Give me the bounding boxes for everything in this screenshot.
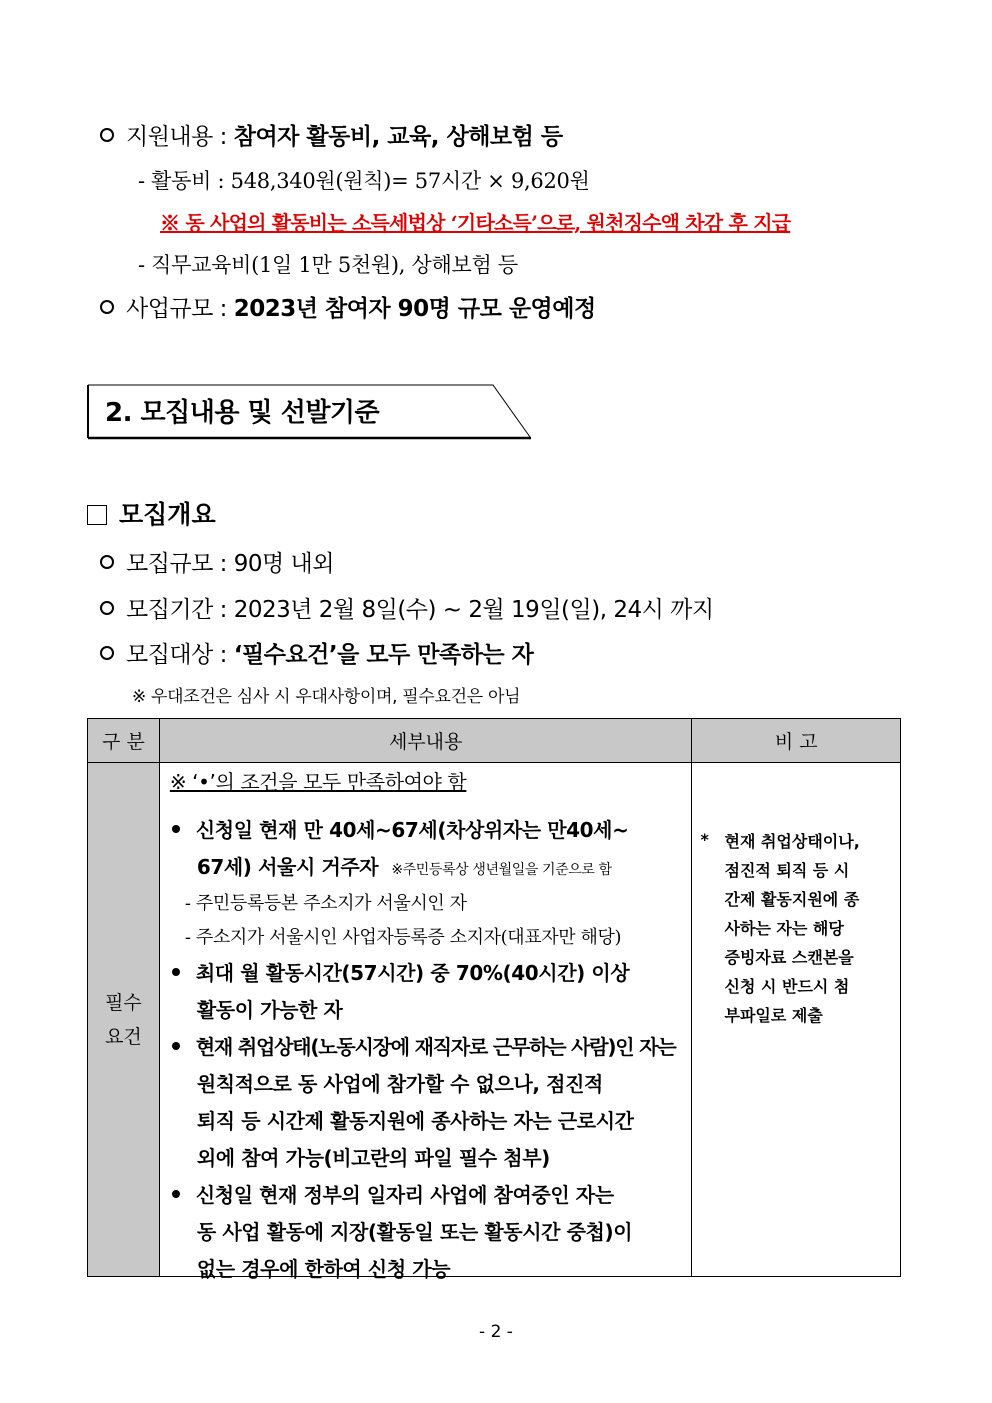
bullet-icon [172,825,180,833]
remark-line: 점진적 퇴직 등 시 [724,861,850,880]
education-line: - 직무교육비(1일 1만 5천원), 상해보험 등 [138,253,518,277]
overview-heading-text: 모집개요 [119,500,216,529]
category-cell [88,763,160,1277]
overview-item-scale [100,545,334,578]
requirements-table [87,718,901,1281]
detail-line [172,814,629,843]
detail-line [172,957,629,986]
detail-line [172,1031,676,1060]
overview-item-target [100,636,533,669]
page-number: - 2 - [479,1322,513,1342]
details-intro: ※ ‘•’의 조건을 모두 만족하여야 함 [169,770,467,794]
detail-text: 67세) 서울시 거주자 [196,855,379,879]
bullet-icon [172,968,180,976]
activity-fee-line: - 활동비 : 548,340원(원칙)= 57시간 × 9,620원 [138,169,590,193]
category-line: 필수 [105,991,142,1014]
remark-marker: * [700,830,709,849]
overview-item-value: 90명 내외 [233,551,334,577]
support-content-label: 지원내용 : [126,124,234,150]
header-details: 세부내용 [159,719,692,763]
category-line: 요건 [105,1025,142,1048]
detail-text: 현재 취업상태(노동시장에 재직자로 근무하는 사람)인 자는 [195,1035,676,1059]
square-bullet-icon [87,505,107,525]
table-row [88,763,901,1277]
detail-line: 원칙적으로 동 사업에 참가할 수 없으나, 점진적 [196,1072,603,1096]
detail-line: 활동이 가능한 자 [196,998,343,1022]
details-cell [159,763,692,1281]
overview-item-label: 모집대상 : [126,642,234,668]
detail-line: - 주민등록등본 주소지가 서울시인 자 [184,893,467,914]
remark-line: 사하는 자는 해당 [724,919,844,938]
remark-line: 현재 취업상태이나, [724,832,860,851]
bullet-icon [172,1042,180,1050]
bullet-icon [172,1190,180,1198]
detail-text: 신청일 현재 만 40세~67세(차상위자는 만40세~ [195,818,629,842]
circle-bullet-icon [100,601,114,615]
tax-note: ※ 동 사업의 활동비는 소득세법상 ‘기타소득’으로, 원천징수액 차감 후 지급 [160,211,791,235]
section-title: 2. 모집내용 및 선발기준 [105,398,380,428]
circle-bullet-icon [100,555,114,569]
circle-bullet-icon [100,646,114,660]
detail-line: 없는 경우에 한하여 신청 가능 [196,1257,451,1281]
header-category: 구 분 [88,719,160,763]
detail-text: 최대 월 활동시간(57시간) 중 70%(40시간) 이상 [195,961,630,985]
detail-footnote: ※주민등록상 생년월일을 기준으로 함 [391,862,612,878]
business-scale-label: 사업규모 : [126,296,234,322]
business-scale-value: 2023년 참여자 90명 규모 운영예정 [233,296,596,322]
overview-item-period [100,591,714,624]
overview-item-value: ‘필수요건’을 모두 만족하는 자 [233,642,534,668]
overview-item-label: 모집규모 : [126,551,234,577]
table-header-row [88,719,901,763]
support-content-item [100,118,563,151]
overview-item-label: 모집기간 : [126,597,234,623]
support-content-value: 참여자 활동비, 교육, 상해보험 등 [233,124,563,150]
remark-line: 간제 활동지원에 종 [724,890,860,909]
business-scale-item [100,290,596,323]
detail-text: 신청일 현재 정부의 일자리 사업에 참여중인 자는 [195,1183,614,1207]
section-heading-box [87,383,531,438]
detail-line: 퇴직 등 시간제 활동지원에 종사하는 자는 근로시간 [196,1109,634,1133]
detail-line: 동 사업 활동에 지장(활동일 또는 활동시간 중첩)이 [196,1220,633,1244]
overview-item-value: 2023년 2월 8일(수) ~ 2월 19일(일), 24시 까지 [233,597,714,623]
detail-line: 외에 참여 가능(비고란의 파일 필수 첨부) [196,1146,550,1170]
remark-line: 신청 시 반드시 첨 [724,977,850,996]
remarks-cell [692,763,901,1277]
detail-line [172,1179,614,1208]
detail-line [197,851,612,880]
remark-line: 부파일로 제출 [724,1006,823,1025]
header-remarks: 비 고 [692,719,901,763]
overview-heading [87,495,216,531]
remark-line: 증빙자료 스캔본을 [724,948,854,967]
detail-line: - 주소지가 서울시인 사업자등록증 소지자(대표자만 해당) [184,927,622,948]
overview-note: ※ 우대조건은 심사 시 우대사항이며, 필수요건은 아님 [132,687,521,707]
circle-bullet-icon [100,300,114,314]
circle-bullet-icon [100,128,114,142]
